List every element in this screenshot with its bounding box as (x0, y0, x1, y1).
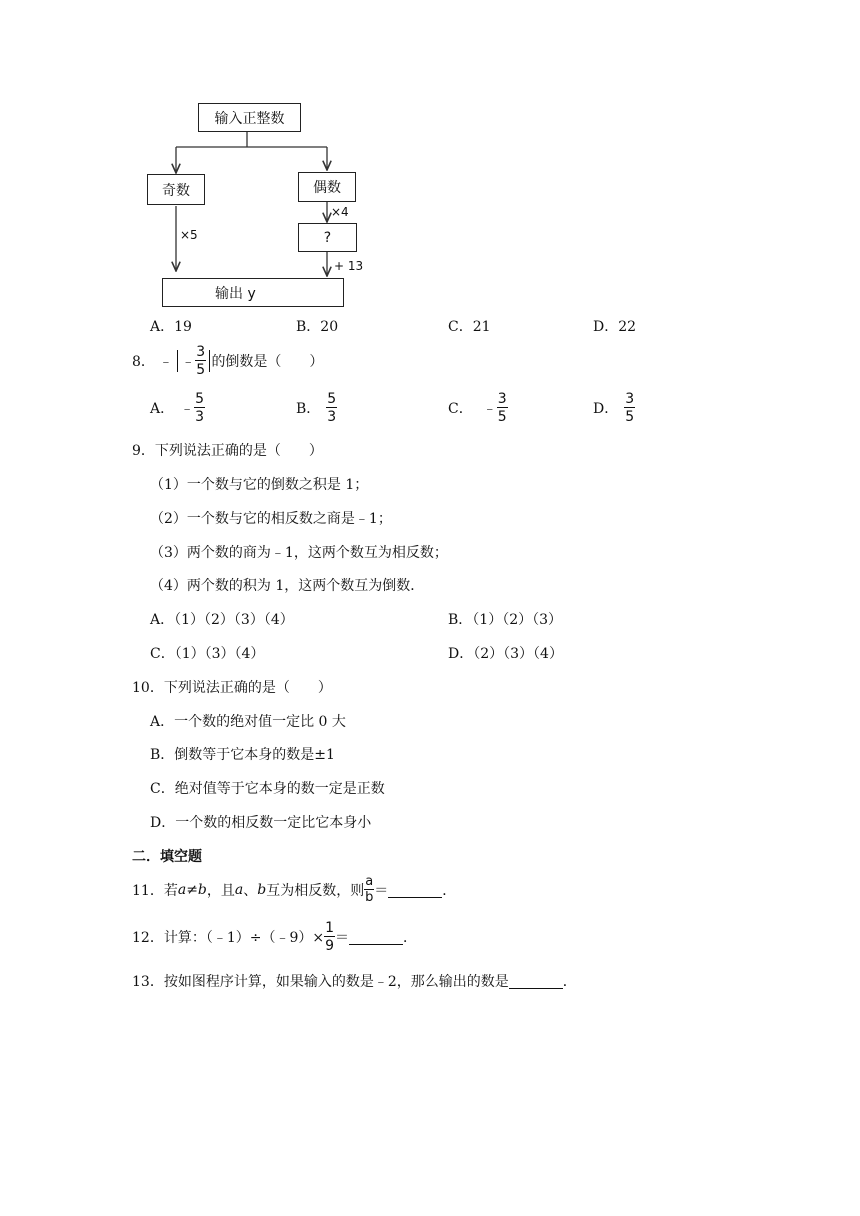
q12: 12．计算：（﹣1）÷（﹣9）× $\frac{1}{9}$ ＝ ． (132, 920, 418, 954)
q7-option-a[interactable]: A．19 (150, 319, 192, 335)
q9-item-1: （1）一个数与它的倒数之积是 1； (150, 477, 369, 493)
q8-option-a[interactable]: A． ﹣ $\frac{5}{3}$ (150, 391, 205, 425)
mul5-label: ×5 (180, 228, 198, 242)
unknown-box: ? (298, 223, 357, 252)
q8-option-b[interactable]: B． $\frac{5}{3}$ (296, 391, 337, 425)
section-heading: 二．填空题 (132, 849, 202, 865)
q10-option-a[interactable]: A．一个数的绝对值一定比 0 大 (150, 714, 346, 730)
q9-item-2: （2）一个数与它的相反数之商是﹣1； (150, 511, 392, 527)
input-box: 输入正整数 (198, 103, 301, 132)
q9-option-b[interactable]: B．（1）（2）（3） (448, 612, 563, 628)
q8-option-c[interactable]: C． ﹣ $\frac{3}{5}$ (448, 391, 507, 425)
q12-fraction: $\frac{1}{9}$ (325, 920, 335, 954)
mul4-label: ×4 (331, 205, 349, 219)
q11: 11．若 a ≠ b ，且 a 、 b 互为相反数，则 $\frac{a}{b}$ ＝ ． (132, 874, 457, 905)
q11-answer-blank[interactable] (388, 883, 442, 898)
abs-bar-left (177, 350, 178, 372)
odd-box: 奇数 (147, 174, 205, 205)
q7-option-c[interactable]: C．21 (448, 319, 491, 335)
abs-bar-right (209, 350, 210, 372)
q7-option-b[interactable]: B．20 (296, 319, 339, 335)
q8-fraction: $\frac{3}{5}$ (196, 344, 206, 378)
q9-option-c[interactable]: C．（1）（3）（4） (150, 646, 265, 662)
q9-stem: 9．下列说法正确的是（ ） (132, 443, 323, 459)
q7-option-d[interactable]: D．22 (593, 319, 637, 335)
q9-option-a[interactable]: A．（1）（2）（3）（4） (150, 612, 294, 628)
q10-option-c[interactable]: C．绝对值等于它本身的数一定是正数 (150, 781, 385, 797)
q10-option-d[interactable]: D．一个数的相反数一定比它本身小 (150, 815, 372, 831)
q9-item-4: （4）两个数的积为 1，这两个数互为倒数． (150, 578, 425, 594)
q13-answer-blank[interactable] (509, 974, 563, 989)
q9-option-d[interactable]: D．（2）（3）（4） (448, 646, 563, 662)
q10-stem: 10．下列说法正确的是（ ） (132, 680, 332, 696)
q11-fraction: $\frac{a}{b}$ (365, 874, 374, 905)
q8-stem: 8． ﹣ ﹣ $\frac{3}{5}$ 的倒数是（ ） (132, 344, 324, 378)
q12-answer-blank[interactable] (349, 930, 403, 945)
q10-option-b[interactable]: B．倒数等于它本身的数是±1 (150, 747, 335, 763)
q9-item-3: （3）两个数的商为﹣1，这两个数互为相反数； (150, 545, 448, 561)
even-box: 偶数 (298, 172, 356, 202)
output-box: 输出 y (162, 278, 344, 307)
q13: 13．按如图程序计算，如果输入的数是﹣2，那么输出的数是 ． (132, 974, 577, 990)
add13-label: + 13 (334, 259, 364, 273)
q8-option-d[interactable]: D． $\frac{3}{5}$ (593, 391, 635, 425)
